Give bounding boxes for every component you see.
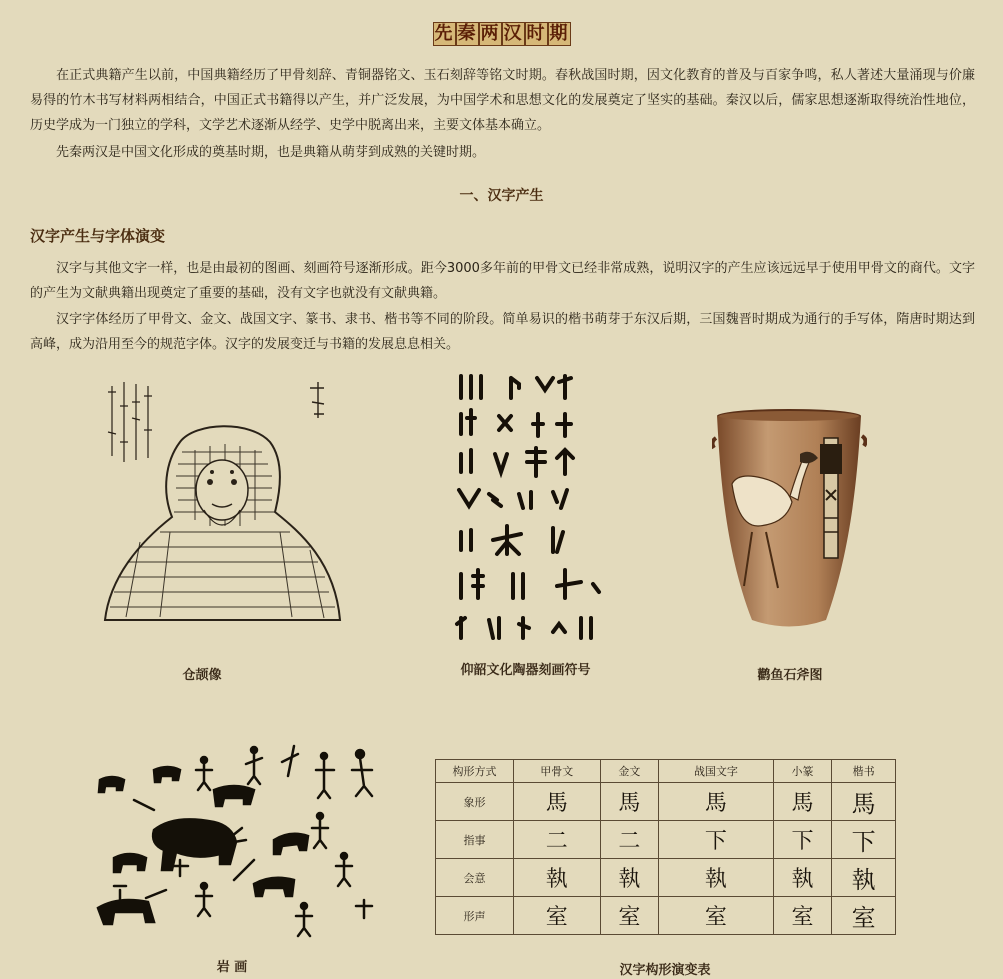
glyph-cell: 室 [514,897,601,935]
row-label: 会意 [436,859,514,897]
title-char: 两 [480,23,500,44]
table-header-cell: 构形方式 [436,760,514,783]
cangjie-caption: 仓颉像 [182,668,222,683]
table-header-cell: 小篆 [773,760,832,783]
table-row [436,897,896,935]
page-title-box [430,20,574,48]
title-char: 时 [526,23,546,44]
glyph-cell: 室 [600,897,659,935]
title-char: 汉 [503,23,523,44]
title-char: 秦 [457,23,477,44]
table-header-cell: 甲骨文 [514,760,601,783]
glyph-cell: 室 [659,897,774,935]
glyph-cell: 下 [832,821,896,859]
table-header-cell: 战国文字 [659,760,774,783]
glyph-cell: 下 [659,821,774,859]
table-caption: 汉字构形演变表 [619,963,711,978]
glyph-cell: 執 [659,859,774,897]
glyph-cell: 執 [832,859,896,897]
yangshao-symbols [453,370,603,645]
glyph-cell: 二 [514,821,601,859]
glyph-cell: 下 [773,821,832,859]
glyph-cell: 馬 [600,783,659,821]
section-heading: 一、汉字产生 [459,188,544,204]
rock-painting [84,740,394,940]
table-row [436,821,896,859]
subsection-heading: 汉字产生与字体演变 [30,227,166,245]
cangjie-portrait [100,372,345,622]
row-label: 象形 [436,783,514,821]
glyph-cell: 馬 [832,783,896,821]
glyph-cell: 執 [773,859,832,897]
glyph-cell: 馬 [514,783,601,821]
table-header-row [436,760,896,783]
glyph-cell: 室 [773,897,832,935]
character-evolution-table [435,759,896,935]
row-label: 指事 [436,821,514,859]
pot-caption: 鹳鱼石斧图 [757,668,823,683]
title-char: 期 [549,23,569,44]
intro-paragraph-2: 先秦两汉是中国文化形成的奠基时期，也是典籍从萌芽到成熟的关键时期。 [56,145,486,160]
row-label: 形声 [436,897,514,935]
glyph-cell: 馬 [659,783,774,821]
table-row [436,859,896,897]
intro-paragraph-1: 在正式典籍产生以前，中国典籍经历了甲骨刻辞、青铜器铭文、玉石刻辞等铭文时期。春秋战国时期，因文化教育的普及与百家争鸣，私人著述大量涌现与价廉易得的竹木书写材料两相结合，中国正式书籍得以产生，并广泛发展，为中国学术和思想文化的发展奠定了坚实的基础。秦汉以后，儒家思想逐渐取得统治性地位，历史学成为一门独立的学科，文学艺术逐渐从经学、史学中脱离出来，主要文体基本确立。 [30,68,975,133]
table-header-cell: 金文 [600,760,659,783]
stork-fish-axe-pot [712,408,867,633]
rock-painting-caption: 岩 画 [216,960,248,975]
yangshao-caption: 仰韶文化陶器刻画符号 [460,663,591,678]
table-row [436,783,896,821]
glyph-cell: 二 [600,821,659,859]
section-paragraph-2: 汉字字体经历了甲骨文、金文、战国文字、篆书、隶书、楷书等不同的阶段。简单易识的楷书萌芽于东汉后期，三国魏晋时期成为通行的手写体，隋唐时期达到高峰，成为沿用至今的规范字体。汉字的发展变迁与书籍的发展息息相关。 [30,312,975,352]
glyph-cell: 室 [832,897,896,935]
glyph-cell: 執 [600,859,659,897]
page-title [0,20,1003,48]
section-paragraph-1: 汉字与其他文字一样，也是由最初的图画、刻画符号逐渐形成。距今3000多年前的甲骨文已经非常成熟，说明汉字的产生应该远远早于使用甲骨文的商代。文字的产生为文献典籍出现奠定了重要的基础，没有文字也就没有文献典籍。 [30,261,975,301]
glyph-cell: 執 [514,859,601,897]
glyph-cell: 馬 [773,783,832,821]
title-char: 先 [434,23,454,44]
table-header-cell: 楷书 [832,760,896,783]
